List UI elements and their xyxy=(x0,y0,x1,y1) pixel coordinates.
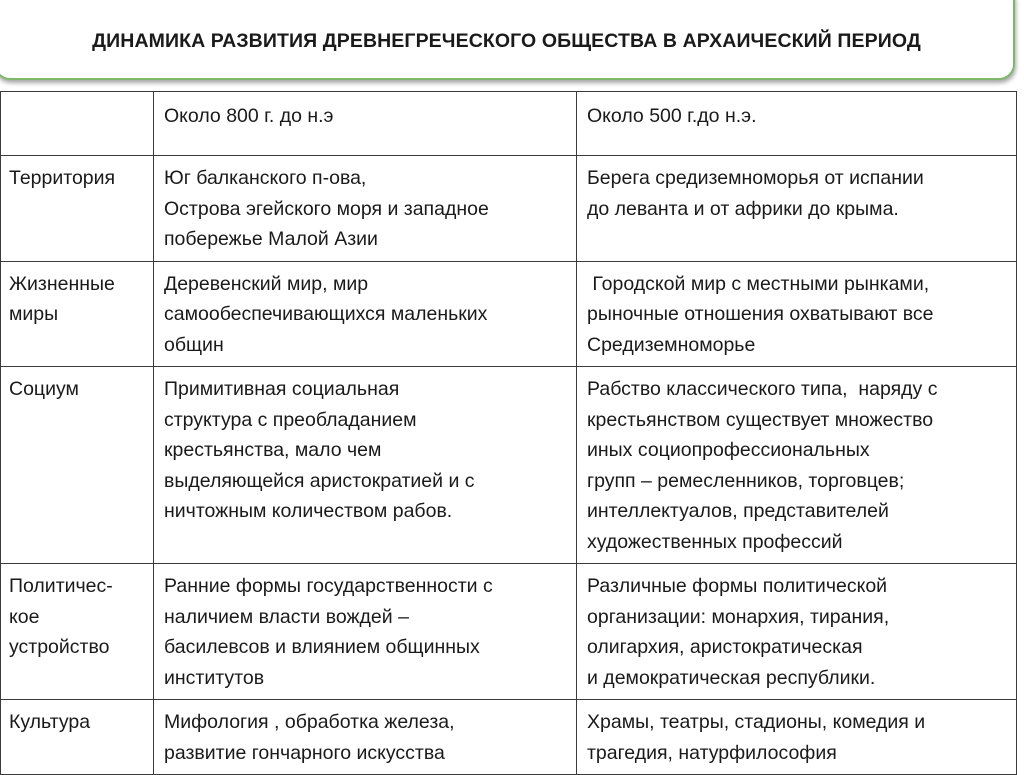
row-label-cell xyxy=(1,261,154,367)
cell-800bc xyxy=(154,564,577,700)
row-label-line: Территория xyxy=(9,167,116,189)
cell-line: крестьянства, мало чем xyxy=(164,439,382,461)
cell-500bc xyxy=(577,700,1017,775)
cell-line: самообеспечивающихся маленьких xyxy=(164,303,488,325)
cell-500bc xyxy=(577,156,1017,262)
cell-line: олигархия, аристократическая xyxy=(587,636,863,658)
cell-line: интеллектуалов, представителей xyxy=(587,500,889,522)
header-cell-800bc: Около 800 г. до н.э xyxy=(154,92,577,156)
row-label-line: Культура xyxy=(9,711,91,733)
row-label-cell xyxy=(1,564,154,700)
cell-line: до леванта и от африки до крыма. xyxy=(587,197,899,220)
cell-line: и демократическая республики. xyxy=(587,666,876,689)
table-row xyxy=(1,156,1017,262)
cell-line: рыночные отношения охватывают все xyxy=(587,303,934,325)
cell-line: побережье Малой Азии xyxy=(164,228,378,250)
cell-line: групп – ремесленников, торговцев; xyxy=(587,469,905,492)
cell-line: общин xyxy=(164,333,224,356)
cell-line: трагедия, натурфилософия xyxy=(587,741,837,764)
cell-line: выделяющейся аристократией и с xyxy=(164,469,475,492)
title-banner xyxy=(0,0,1015,80)
cell-line: Городской мир с местными рынками, xyxy=(587,272,930,295)
cell-800bc xyxy=(154,261,577,367)
cell-line: институтов xyxy=(164,666,265,689)
cell-800bc xyxy=(154,156,577,262)
row-label-line: Социум xyxy=(9,378,79,400)
slide-title: ДИНАМИКА РАЗВИТИЯ ДРЕВНЕГРЕЧЕСКОГО ОБЩЕСТВА В АРХАИЧЕСКИЙ ПЕРИОД xyxy=(92,29,921,52)
cell-line: наличием власти вождей – xyxy=(164,605,409,628)
cell-line: Берега средиземноморья от испании xyxy=(587,167,924,189)
cell-line: Юг балканского п-ова, xyxy=(164,167,367,189)
cell-line: иных социопрофессиональных xyxy=(587,439,870,461)
cell-line: басилевсов и влиянием общинных xyxy=(164,636,480,658)
cell-line: крестьянством существует множество xyxy=(587,408,934,431)
table-row xyxy=(1,700,1017,775)
comparison-table-container xyxy=(0,91,1016,775)
cell-line: Примитивная социальная xyxy=(164,378,400,400)
cell-500bc xyxy=(577,261,1017,367)
comparison-table xyxy=(0,91,1017,775)
cell-line: развитие гончарного искусства xyxy=(164,741,445,764)
cell-line: ничтожным количеством рабов. xyxy=(164,500,453,522)
header-cell-empty xyxy=(1,92,154,156)
cell-500bc xyxy=(577,564,1017,700)
cell-line: Средиземноморье xyxy=(587,333,756,356)
row-label-cell xyxy=(1,700,154,775)
cell-line: организации: монархия, тирания, xyxy=(587,605,890,628)
cell-line: Рабство классического типа, наряду с xyxy=(587,378,938,400)
row-label-line: кое xyxy=(9,605,40,628)
cell-line: структура с преобладанием xyxy=(164,408,417,431)
cell-800bc xyxy=(154,367,577,564)
row-label-line: Жизненные xyxy=(9,272,115,295)
header-cell-500bc: Около 500 г.до н.э. xyxy=(577,92,1017,156)
row-label-line: устройство xyxy=(9,636,110,658)
row-label-line: Политичес- xyxy=(9,575,113,597)
table-row xyxy=(1,367,1017,564)
cell-500bc xyxy=(577,367,1017,564)
cell-line: Ранние формы государственности с xyxy=(164,575,493,597)
cell-line: Деревенский мир, мир xyxy=(164,272,369,295)
row-label-cell xyxy=(1,367,154,564)
cell-line: Различные формы политической xyxy=(587,575,888,597)
cell-line: художественных профессий xyxy=(587,530,843,553)
cell-800bc xyxy=(154,700,577,775)
cell-line: Храмы, театры, стадионы, комедия и xyxy=(587,711,926,733)
table-row xyxy=(1,261,1017,367)
cell-line: Мифология , обработка железа, xyxy=(164,711,455,733)
row-label-line: миры xyxy=(9,303,59,325)
row-label-cell xyxy=(1,156,154,262)
table-row xyxy=(1,564,1017,700)
table-header-row xyxy=(1,92,1017,156)
cell-line: Острова эгейского моря и западное xyxy=(164,197,489,220)
